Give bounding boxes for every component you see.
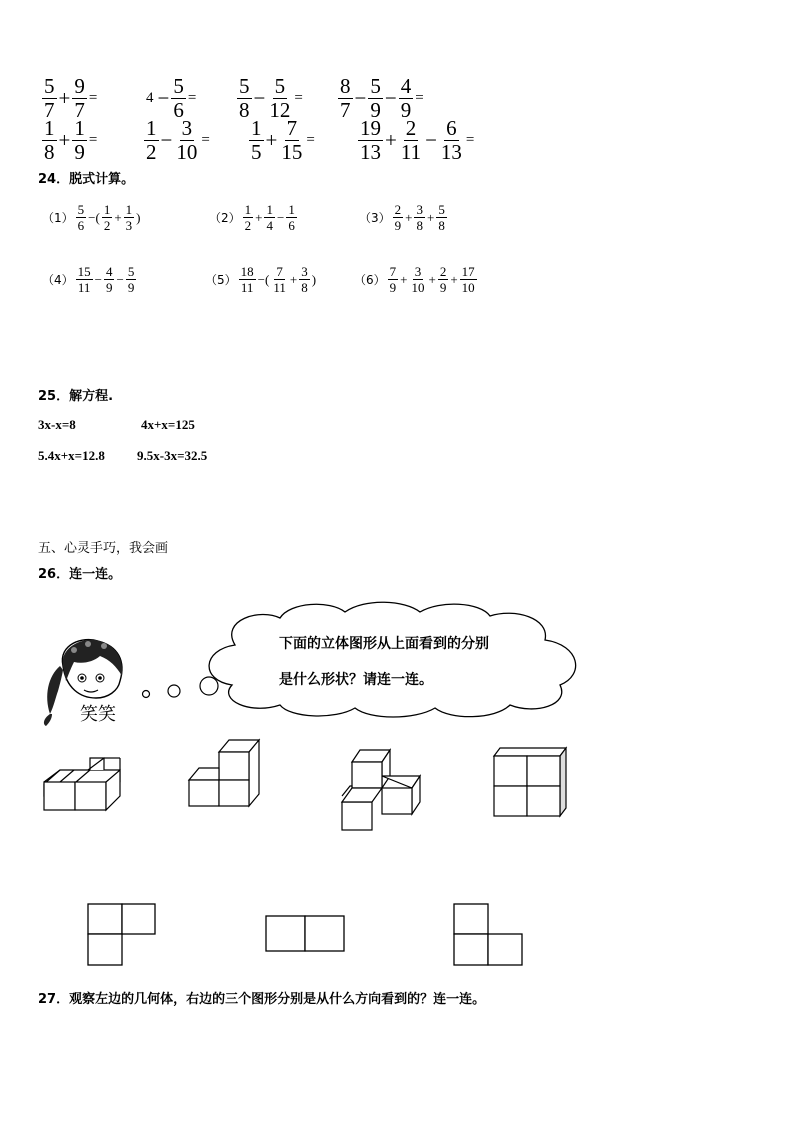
numerator: 2 bbox=[439, 264, 447, 279]
numerator: 7 bbox=[389, 264, 397, 279]
equation-1: 3x-x=8 bbox=[38, 417, 76, 432]
fraction bbox=[436, 203, 447, 232]
operator: − bbox=[94, 271, 102, 287]
fraction bbox=[264, 203, 275, 232]
denominator: 9 bbox=[400, 98, 412, 122]
fraction bbox=[409, 265, 426, 294]
denominator: 7 bbox=[74, 98, 85, 122]
operator: − bbox=[160, 128, 173, 152]
numerator: 1 bbox=[251, 116, 262, 140]
fraction bbox=[243, 203, 254, 232]
equals-sign: = bbox=[465, 132, 475, 148]
q25-title: 25．解方程. bbox=[38, 389, 114, 404]
operator: − bbox=[384, 86, 397, 110]
denominator: 4 bbox=[266, 218, 273, 233]
denominator: 8 bbox=[416, 218, 423, 233]
operator: − bbox=[425, 128, 437, 152]
fraction bbox=[460, 265, 477, 294]
numerator: 2 bbox=[405, 116, 417, 140]
numerator: 1 bbox=[125, 202, 133, 217]
operator: − bbox=[253, 86, 266, 110]
denominator: 2 bbox=[103, 218, 111, 233]
denominator: 11 bbox=[240, 280, 254, 295]
denominator: 9 bbox=[439, 280, 447, 295]
numerator: 6 bbox=[446, 116, 457, 140]
section-5-title: 五、心灵手巧，我会画 bbox=[38, 541, 169, 556]
denominator: 7 bbox=[340, 98, 351, 122]
numerator: 1 bbox=[244, 202, 252, 217]
denominator: 9 bbox=[389, 280, 397, 295]
fraction bbox=[286, 203, 297, 232]
numerator: 19 bbox=[360, 116, 381, 140]
operator: + bbox=[385, 128, 397, 152]
denominator: 2 bbox=[146, 140, 157, 164]
operator: + bbox=[58, 128, 71, 152]
equation-2: 4x+x=125 bbox=[141, 417, 195, 432]
numerator: 1 bbox=[74, 116, 85, 140]
calc-expression bbox=[40, 265, 136, 294]
denominator: 9 bbox=[370, 98, 381, 122]
operator: + bbox=[405, 209, 413, 225]
fraction bbox=[76, 203, 87, 232]
q24-title: 24．脱式计算。 bbox=[38, 172, 135, 187]
numerator: 15 bbox=[77, 264, 91, 279]
view-shape-2 bbox=[264, 914, 348, 954]
operator: ) bbox=[311, 271, 317, 287]
numerator: 5 bbox=[239, 74, 250, 98]
item-label: （6） bbox=[354, 273, 386, 287]
q24-expressions bbox=[0, 0, 794, 320]
numerator: 1 bbox=[266, 202, 273, 217]
operator: + bbox=[426, 209, 435, 225]
fraction bbox=[104, 265, 115, 294]
numerator: 17 bbox=[461, 264, 475, 279]
calc-expression bbox=[40, 203, 143, 232]
operator: + bbox=[265, 128, 278, 152]
operator: + bbox=[289, 271, 298, 287]
denominator: 8 bbox=[239, 98, 250, 122]
denominator: 8 bbox=[438, 218, 445, 233]
operator: − bbox=[157, 86, 170, 110]
denominator: 11 bbox=[273, 280, 286, 295]
numerator: 9 bbox=[74, 74, 85, 98]
operator: −( bbox=[88, 209, 100, 225]
numerator: 1 bbox=[288, 202, 295, 217]
denominator: 9 bbox=[74, 140, 85, 164]
denominator: 11 bbox=[400, 140, 422, 164]
numerator: 2 bbox=[394, 202, 402, 217]
q26-title: 26．连一连。 bbox=[38, 567, 122, 582]
denominator: 9 bbox=[127, 280, 135, 295]
numerator: 8 bbox=[340, 74, 351, 98]
numerator: 5 bbox=[127, 264, 135, 279]
denominator: 13 bbox=[440, 140, 462, 164]
solid-figure-4 bbox=[490, 746, 570, 818]
numerator: 4 bbox=[400, 74, 412, 98]
numerator: 5 bbox=[173, 74, 184, 98]
operator: + bbox=[114, 209, 122, 225]
denominator: 10 bbox=[411, 280, 425, 295]
equals-sign: = bbox=[88, 90, 98, 106]
fraction bbox=[126, 265, 137, 294]
numerator: 5 bbox=[77, 202, 85, 217]
numerator: 5 bbox=[370, 74, 381, 98]
denominator: 8 bbox=[44, 140, 55, 164]
equals-sign: = bbox=[88, 132, 98, 148]
operator: + bbox=[58, 86, 71, 110]
item-label: （3） bbox=[359, 211, 391, 225]
equals-sign: = bbox=[187, 90, 197, 106]
calc-expression bbox=[203, 265, 318, 294]
denominator: 6 bbox=[77, 218, 85, 233]
item-label: （4） bbox=[42, 273, 74, 287]
fraction bbox=[438, 265, 449, 294]
denominator: 6 bbox=[173, 98, 184, 122]
numerator: 3 bbox=[416, 202, 423, 217]
equals-sign: = bbox=[294, 90, 303, 106]
numerator: 1 bbox=[146, 116, 157, 140]
fraction bbox=[124, 203, 135, 232]
denominator: 10 bbox=[176, 140, 198, 164]
denominator: 6 bbox=[288, 218, 295, 233]
fraction bbox=[76, 265, 93, 294]
operator: − bbox=[354, 86, 367, 110]
numerator: 5 bbox=[274, 74, 286, 98]
denominator: 3 bbox=[125, 218, 133, 233]
numerator: 5 bbox=[44, 74, 55, 98]
item-label: （2） bbox=[209, 211, 241, 225]
fraction bbox=[388, 265, 399, 294]
denominator: 10 bbox=[461, 280, 475, 295]
item-label: （1） bbox=[42, 211, 74, 225]
equals-sign: = bbox=[201, 132, 210, 148]
thought-cloud bbox=[140, 600, 600, 720]
denominator: 7 bbox=[44, 98, 55, 122]
operator: − bbox=[276, 209, 285, 225]
operator: + bbox=[450, 271, 458, 287]
denominator: 13 bbox=[360, 140, 381, 164]
denominator: 12 bbox=[269, 98, 291, 122]
numerator: 1 bbox=[103, 202, 111, 217]
operator: −( bbox=[257, 271, 270, 287]
numerator: 18 bbox=[240, 264, 254, 279]
integer: 4 bbox=[146, 90, 154, 106]
cloud-text-line2: 是什么形状？请连一连。 bbox=[279, 672, 433, 688]
calc-expression bbox=[352, 265, 477, 294]
equation-4: 9.5x-3x=32.5 bbox=[137, 448, 208, 463]
item-label: （5） bbox=[205, 273, 237, 287]
numerator: 3 bbox=[181, 116, 193, 140]
view-shape-1 bbox=[86, 902, 158, 968]
denominator: 11 bbox=[77, 280, 91, 295]
operator: + bbox=[428, 271, 436, 287]
equals-sign: = bbox=[415, 90, 424, 106]
solid-figure-2 bbox=[187, 736, 267, 812]
fraction bbox=[393, 203, 404, 232]
fraction bbox=[271, 265, 288, 294]
numerator: 7 bbox=[286, 116, 298, 140]
numerator: 7 bbox=[276, 264, 283, 279]
fraction bbox=[102, 203, 113, 232]
operator: − bbox=[116, 271, 124, 287]
fraction bbox=[414, 203, 425, 232]
cloud-text-line1: 下面的立体图形从上面看到的分别 bbox=[279, 636, 489, 652]
operator: ) bbox=[136, 209, 141, 225]
denominator: 2 bbox=[244, 218, 252, 233]
calc-expression bbox=[357, 203, 447, 232]
numerator: 3 bbox=[301, 264, 308, 279]
girl-name: 笑笑 bbox=[80, 704, 116, 725]
fraction bbox=[239, 265, 256, 294]
operator: + bbox=[255, 209, 263, 225]
q27-title: 27．观察左边的几何体，右边的三个图形分别是从什么方向看到的？连一连。 bbox=[38, 992, 486, 1007]
denominator: 15 bbox=[281, 140, 303, 164]
fraction bbox=[299, 265, 310, 294]
solid-figure-1 bbox=[40, 752, 130, 814]
numerator: 4 bbox=[105, 264, 113, 279]
denominator: 5 bbox=[251, 140, 262, 164]
denominator: 8 bbox=[301, 280, 308, 295]
denominator: 9 bbox=[105, 280, 113, 295]
numerator: 3 bbox=[414, 264, 422, 279]
equals-sign: = bbox=[306, 132, 315, 148]
solid-figure-3 bbox=[340, 746, 425, 832]
calc-expression bbox=[207, 203, 297, 232]
equation-3: 5.4x+x=12.8 bbox=[38, 448, 105, 463]
denominator: 9 bbox=[394, 218, 402, 233]
numerator: 1 bbox=[44, 116, 55, 140]
view-shape-3 bbox=[452, 902, 526, 968]
operator: + bbox=[400, 271, 408, 287]
numerator: 5 bbox=[438, 202, 445, 217]
